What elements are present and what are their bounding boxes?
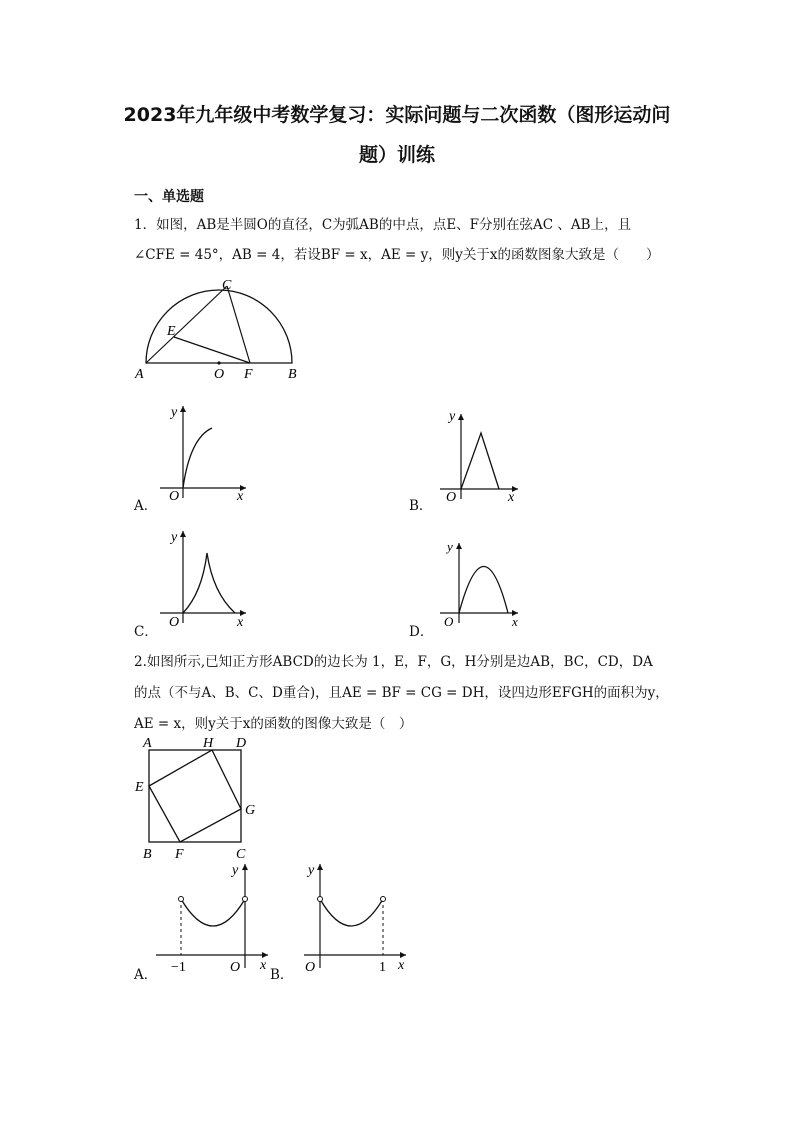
q2-label-c: C <box>236 847 246 862</box>
q1-option-c-graph[interactable] <box>150 523 260 633</box>
q1-label-e: E <box>167 324 176 339</box>
q2-a-origin-label: O <box>230 960 241 975</box>
q1-b-x-label: x <box>508 490 515 504</box>
q1-text-line1: 1．如图，AB是半圆O的直径，C为弧AB的中点，点E、F分别在弦AC 、AB上，且 <box>134 217 632 233</box>
q1-a-y-label: y <box>171 405 178 420</box>
q1-text-line2: ∠CFE = 45°，AB = 4，若设BF = x，AE = y，则y关于x的函数图象大致是（ ） <box>134 247 660 263</box>
q2-label-a: A <box>143 736 152 751</box>
q2-label-h: H <box>203 736 214 751</box>
q1-option-b-label[interactable]: B． <box>409 498 433 514</box>
section-heading: 一、单选题 <box>134 189 204 205</box>
q2-b-origin-label: O <box>305 960 316 975</box>
q2-label-e: E <box>135 780 144 795</box>
q1-d-origin-label: O <box>444 614 454 629</box>
q1-b-y-label: y <box>449 409 456 424</box>
q1-label-f: F <box>244 367 253 382</box>
q2-option-a-label[interactable]: A． <box>134 967 158 983</box>
q2-text-line1: 2.如图所示,已知正方形ABCD的边长为 1，E，F，G，H分别是边AB，BC，CD，DA <box>134 654 653 670</box>
q1-d-y-label: y <box>447 539 453 554</box>
q1-d-x-label: x <box>512 614 518 629</box>
q1-option-b-graph[interactable] <box>430 404 530 504</box>
q1-option-d-label[interactable]: D． <box>409 624 434 640</box>
q2-label-b: B <box>143 847 152 862</box>
q2-b-x-label: x <box>398 958 405 973</box>
q2-b-y-label: y <box>308 863 315 878</box>
q1-a-x-label: x <box>237 489 244 503</box>
q2-label-f: F <box>175 847 184 862</box>
q1-option-a-label[interactable]: A． <box>134 498 158 514</box>
q1-semicircle-figure <box>130 272 310 387</box>
q1-c-x-label: x <box>237 615 244 630</box>
q2-option-b-graph[interactable] <box>296 858 421 978</box>
q1-label-c: C <box>222 278 232 293</box>
q2-option-b-label[interactable]: B． <box>270 967 294 983</box>
q2-a-y-label: y <box>232 863 239 878</box>
q1-a-origin-label: O <box>169 489 180 503</box>
page-title: 2023年九年级中考数学复习：实际问题与二次函数（图形运动问题）训练 <box>123 104 671 166</box>
q1-option-d-graph[interactable] <box>430 535 530 635</box>
q1-c-origin-label: O <box>169 615 180 630</box>
q2-text-line2: 的点（不与A、B、C、D重合)，且AE = BF = CG = DH，设四边形EFGH的面积为y， <box>134 685 669 701</box>
q1-label-a: A <box>135 367 144 382</box>
q1-label-b: B <box>288 367 297 382</box>
q2-label-d: D <box>236 736 247 751</box>
q2-a-x-label: x <box>260 958 267 973</box>
q1-option-a-graph[interactable] <box>150 398 260 503</box>
q1-option-c-label[interactable]: C． <box>134 624 158 640</box>
q2-option-a-graph[interactable] <box>150 858 280 978</box>
q2-label-g: G <box>245 803 256 818</box>
q2-square-figure <box>130 733 265 863</box>
q2-b-tick-1: 1 <box>379 960 386 975</box>
q2-text-line3: AE = x，则y关于x的函数的图像大致是（ ） <box>134 716 413 732</box>
q2-a-tick-neg1: −1 <box>171 960 186 975</box>
q1-b-origin-label: O <box>446 490 457 504</box>
q1-c-y-label: y <box>171 530 178 545</box>
q1-label-o: O <box>214 367 225 382</box>
